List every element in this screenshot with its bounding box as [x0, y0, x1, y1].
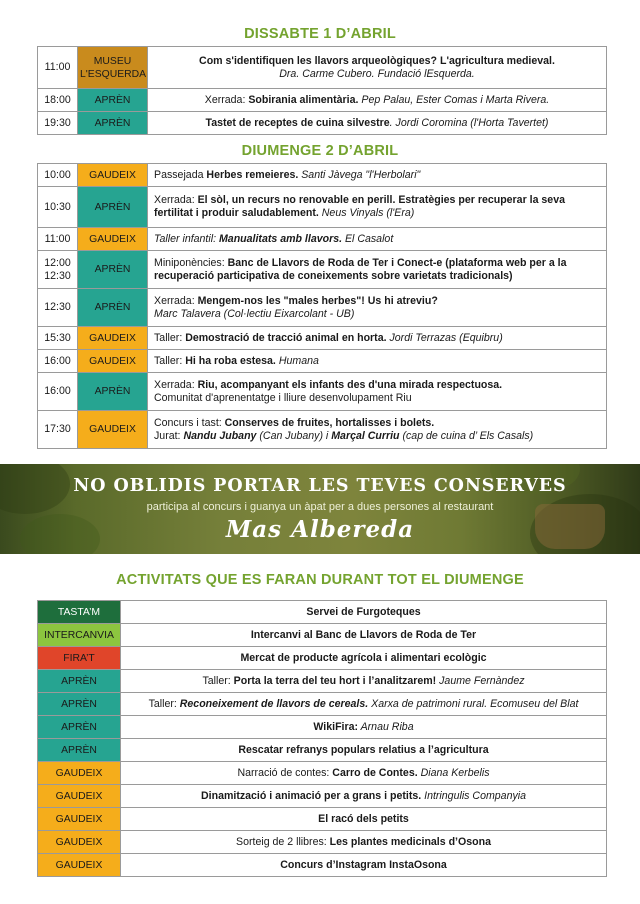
activity-author: Jaume Fernàndez [436, 674, 525, 687]
event-time: 19:30 [38, 112, 78, 135]
activity-description [121, 808, 607, 831]
event-tag: GAUDEIX [78, 164, 148, 187]
event-title: Manualitats amb llavors. [218, 232, 343, 245]
event-tag: APRÈN [78, 187, 148, 228]
event-time: 11:00 [38, 228, 78, 251]
event-tag: APRÈN [78, 89, 148, 112]
activity-title: Servei de Furgoteques [306, 605, 421, 618]
table-row [38, 289, 607, 327]
activity-author: Xarxa de patrimoni rural. Ecomuseu del Blat [368, 697, 579, 710]
activity-tag: APRÈN [38, 739, 121, 762]
event-author: Marc Talavera (Col·lectiu Eixarcolant - UB) [154, 307, 355, 320]
event-description [148, 411, 607, 449]
event-description [148, 251, 607, 289]
event-tag: GAUDEIX [78, 411, 148, 449]
activity-prefix: Taller: [202, 674, 234, 687]
banner-headline: NO OBLIDIS PORTAR LES TEVES CONSERVES [73, 476, 567, 496]
table-row [38, 187, 607, 228]
activity-description [121, 601, 607, 624]
event-author: Dra. Carme Cubero. Fundació lEsquerda. [279, 67, 475, 80]
table-row [38, 112, 607, 135]
activity-title: Carro de Contes. [332, 766, 418, 779]
table-row [38, 350, 607, 373]
event-title: Sobirania alimentària. [248, 93, 359, 106]
activity-tag: APRÈN [38, 670, 121, 693]
activity-description [121, 716, 607, 739]
conserves-banner [0, 464, 640, 554]
activity-description [121, 785, 607, 808]
event-description [148, 350, 607, 373]
activity-tag: GAUDEIX [38, 831, 121, 854]
event-time: 11:00 [38, 47, 78, 89]
event-prefix: Concurs i tast: [154, 416, 225, 429]
activity-tag: TASTA’M [38, 601, 121, 624]
event-author: Neus Vinyals (l'Era) [318, 207, 415, 219]
event-prefix: Taller: [154, 354, 186, 367]
event-author: . Jordi Coromina (l'Horta Tavertet) [389, 116, 549, 129]
table-row [38, 854, 607, 877]
activity-title: Concurs d’Instagram InstaOsona [280, 858, 447, 871]
activity-prefix: Taller: [148, 697, 180, 710]
table-row [38, 624, 607, 647]
event-prefix: Passejada [154, 168, 207, 181]
event-title: Hi ha roba estesa. [185, 354, 276, 367]
sunday-title: DIUMENGE 2 D’ABRIL [241, 143, 399, 159]
event-prefix: Taller: [154, 331, 186, 344]
allday-schedule [37, 600, 607, 877]
event-author: Comunitat d'aprenentatge i lliure desenvolupament Riu [154, 391, 412, 404]
activity-description [121, 670, 607, 693]
activity-title: Intercanvi al Banc de Llavors de Roda de Ter [250, 628, 477, 641]
activity-author: Arnau Riba [358, 720, 414, 733]
table-row [38, 670, 607, 693]
event-title: Demostració de tracció animal en horta. [185, 331, 387, 344]
activity-title: Rescatar refranys populars relatius a l’agricultura [238, 743, 489, 756]
activity-description [121, 854, 607, 877]
event-author: Pep Palau, Ester Comas i Marta Rivera. [358, 93, 550, 106]
event-time: 18:00 [38, 89, 78, 112]
activity-description [121, 693, 607, 716]
event-author: Jordi Terrazas (Equibru) [386, 331, 503, 344]
event-description [148, 327, 607, 350]
event-time: 10:00 [38, 164, 78, 187]
event-time: 12:30 [38, 289, 78, 327]
event-description [148, 373, 607, 411]
activity-title: Mercat de producte agrícola i alimentari ecològic [240, 651, 487, 664]
activity-author: Diana Kerbelis [417, 766, 490, 779]
table-row [38, 601, 607, 624]
table-row [38, 411, 607, 449]
jury-org: (cap de cuina d’ Els Casals) [399, 429, 534, 442]
activity-title: Dinamització i animació per a grans i petits. [201, 789, 422, 802]
activity-tag: APRÈN [38, 716, 121, 739]
table-row [38, 47, 607, 89]
event-description [148, 47, 607, 89]
event-author: Santi Jàvega "l'Herbolari" [298, 168, 421, 181]
activity-description [121, 762, 607, 785]
restaurant-name: Mas Albereda [225, 516, 415, 543]
activity-tag: GAUDEIX [38, 762, 121, 785]
table-row [38, 693, 607, 716]
activity-title: Reconeixement de llavors de cereals. [179, 697, 369, 710]
event-author: Humana [275, 354, 319, 367]
activity-tag: APRÈN [38, 693, 121, 716]
activity-author: Intringulis Companyia [421, 789, 526, 802]
table-row [38, 89, 607, 112]
activity-title: WikiFira: [313, 720, 359, 733]
activity-tag: GAUDEIX [38, 854, 121, 877]
event-title: Conserves de fruites, hortalisses i bolets. [224, 416, 435, 429]
jury-member: Nandu Jubany [183, 429, 257, 442]
event-time: 15:30 [38, 327, 78, 350]
event-prefix: Xerrada: [204, 93, 249, 106]
banner-subtitle: participa al concurs i guanya un àpat per a dues persones al restaurant [146, 501, 494, 513]
event-prefix: Xerrada: [154, 194, 198, 206]
event-prefix: Xerrada: [154, 378, 198, 391]
event-description [148, 89, 607, 112]
event-tag: MUSEU L'ESQUERDA [78, 47, 148, 89]
activity-title: Les plantes medicinals d’Osona [329, 835, 491, 848]
table-row [38, 373, 607, 411]
table-row [38, 716, 607, 739]
activity-description [121, 739, 607, 762]
event-tag: APRÈN [78, 251, 148, 289]
event-time: 12:00 12:30 [38, 251, 78, 289]
activity-description [121, 624, 607, 647]
activity-description [121, 831, 607, 854]
table-row [38, 831, 607, 854]
activity-tag: INTERCANVIA [38, 624, 121, 647]
event-tag: APRÈN [78, 373, 148, 411]
event-tag: GAUDEIX [78, 350, 148, 373]
activity-tag: FIRA’T [38, 647, 121, 670]
activity-prefix: Narració de contes: [237, 766, 333, 779]
event-prefix: Taller infantil: [154, 232, 219, 245]
event-tag: APRÈN [78, 289, 148, 327]
table-row [38, 739, 607, 762]
activity-tag: GAUDEIX [38, 785, 121, 808]
event-description [148, 112, 607, 135]
event-description [148, 289, 607, 327]
event-description [148, 187, 607, 228]
sunday-schedule [37, 163, 607, 449]
event-title: Riu, acompanyant els infants des d'una mirada respectuosa. [197, 378, 503, 391]
table-row [38, 251, 607, 289]
jury-org: (Can Jubany) i [256, 429, 332, 442]
event-description [148, 164, 607, 187]
event-title: Banc de Llavors de Roda de Ter i Conect-e (plataforma web per a la recuperació participativa de coneixements sobre varietats tradicionals) [154, 256, 567, 282]
allday-title: ACTIVITATS QUE ES FARAN DURANT TOT EL DIUMENGE [116, 572, 524, 588]
table-row [38, 647, 607, 670]
event-title: El sòl, un recurs no renovable en perill. Estratègies per recuperar la seva fertilitat i produir saludablement. [154, 194, 565, 219]
activity-description [121, 647, 607, 670]
saturday-title: DISSABTE 1 D’ABRIL [244, 26, 396, 42]
event-prefix: Xerrada: [154, 294, 198, 307]
table-row [38, 228, 607, 251]
activity-prefix: Sorteig de 2 llibres: [236, 835, 330, 848]
table-row [38, 762, 607, 785]
event-description [148, 228, 607, 251]
event-tag: GAUDEIX [78, 228, 148, 251]
event-title: Mengem-nos les "males herbes"! Us hi atreviu? [197, 294, 438, 307]
jury-prefix: Jurat: [154, 429, 184, 442]
activity-title: Porta la terra del teu hort i l’analitzarem! [233, 674, 437, 687]
event-title: Com s'identifiquen les llavors arqueològiques? L'agricultura medieval. [199, 54, 555, 67]
event-time: 10:30 [38, 187, 78, 228]
event-time: 16:00 [38, 350, 78, 373]
event-tag: GAUDEIX [78, 327, 148, 350]
event-time: 16:00 [38, 373, 78, 411]
event-time: 17:30 [38, 411, 78, 449]
activity-tag: GAUDEIX [38, 808, 121, 831]
table-row [38, 785, 607, 808]
table-row [38, 327, 607, 350]
table-row [38, 164, 607, 187]
event-tag: APRÈN [78, 112, 148, 135]
table-row [38, 808, 607, 831]
jury-member: Marçal Curriu [331, 429, 400, 442]
saturday-schedule [37, 46, 607, 135]
activity-title: El racó dels petits [318, 812, 409, 825]
event-prefix: Miniponències: [154, 256, 228, 269]
event-author: El Casalot [342, 232, 394, 245]
event-title: Herbes remeieres. [206, 168, 299, 181]
event-title: Tastet de receptes de cuina silvestre [205, 116, 390, 129]
